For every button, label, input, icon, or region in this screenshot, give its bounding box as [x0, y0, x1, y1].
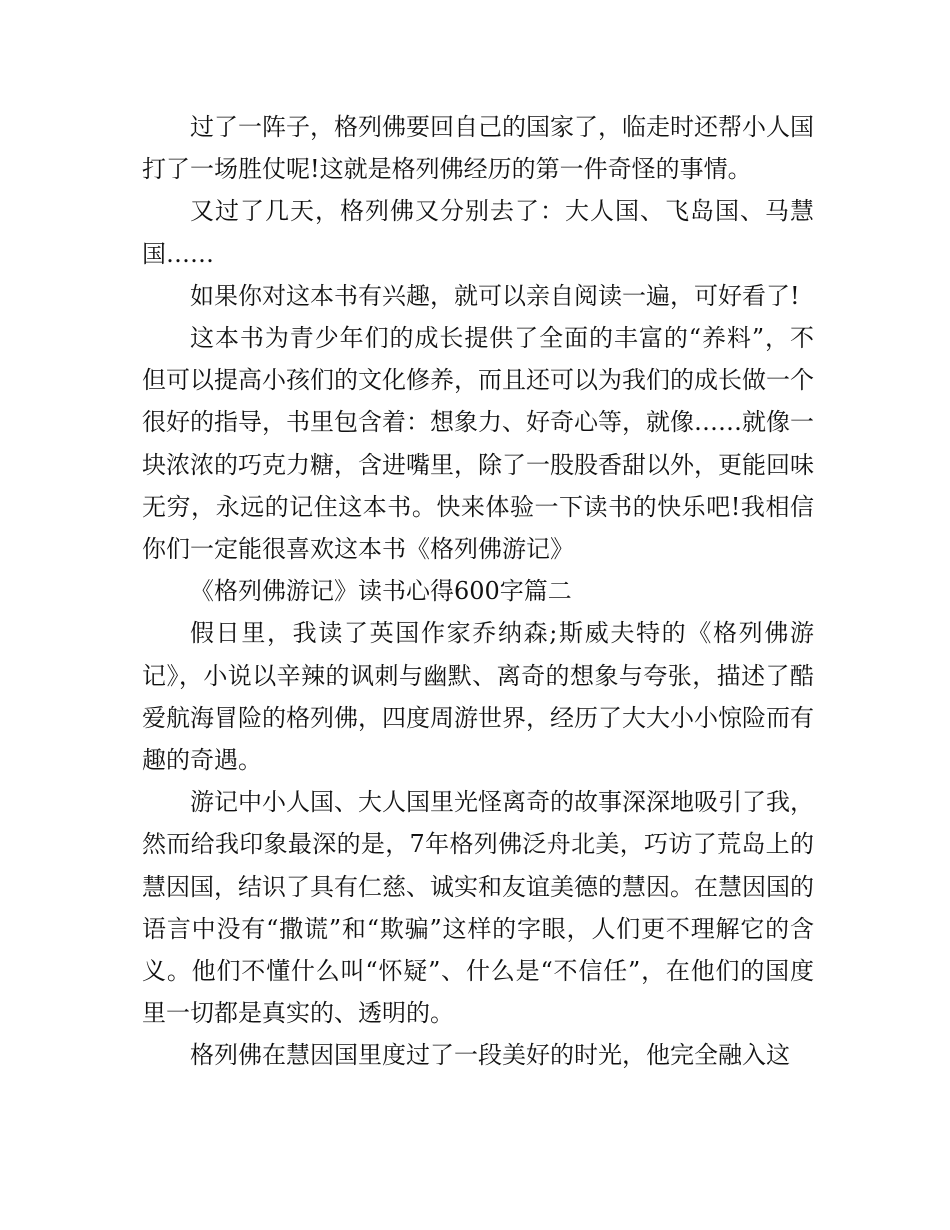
paragraph-holiday-reading: 假日里，我读了英国作家乔纳森;斯威夫特的《格列佛游记》，小说以辛辣的讽刺与幽默、离奇的想象与夸张，描述了酷爱航海冒险的格列佛，四度周游世界，经历了大大小小惊险而有趣的奇遇。 — [142, 619, 814, 775]
document-body — [142, 106, 814, 1077]
paragraph-return-home: 过了一阵子，格列佛要回自己的国家了，临走时还帮小人国打了一场胜仗呢!这就是格列佛经历的第一件奇怪的事情。 — [142, 113, 814, 184]
paragraph-other-countries: 又过了几天，格列佛又分别去了：大人国、飞岛国、马慧国…… — [142, 197, 814, 268]
paragraph-good-times: 格列佛在慧因国里度过了一段美好的时光，他完全融入这 — [190, 1041, 790, 1070]
section-heading: 《格列佛游记》读书心得600字篇二 — [190, 577, 572, 606]
paragraph-recommend: 如果你对这本书有兴趣，就可以亲自阅读一遍，可好看了! — [190, 281, 800, 310]
paragraph-nourishment: 这本书为青少年们的成长提供了全面的丰富的“养料”，不但可以提高小孩们的文化修养，而且还可以为我们的成长做一个很好的指导，书里包含着：想象力、好奇心等，就像……就像一块浓浓的巧克力糖，含进嘴里，除了一股股香甜以外，更能回味无穷，永远的记住这本书。快来体验一下读书的快乐吧!我相信你们一定能很喜欢这本书《格列佛游记》 — [142, 324, 814, 564]
paragraph-houyhnhnm-land: 游记中小人国、大人国里光怪离奇的故事深深地吸引了我，然而给我印象最深的是，7年格列佛泛舟北美，巧访了荒岛上的慧因国，结识了具有仁慈、诚实和友谊美德的慧因。在慧因国的语言中没有“撒谎”和“欺骗”这样的字眼，人们更不理解它的含义。他们不懂什么叫“怀疑”、什么是“不信任”，在他们的国度里一切都是真实的、透明的。 — [142, 788, 814, 1028]
